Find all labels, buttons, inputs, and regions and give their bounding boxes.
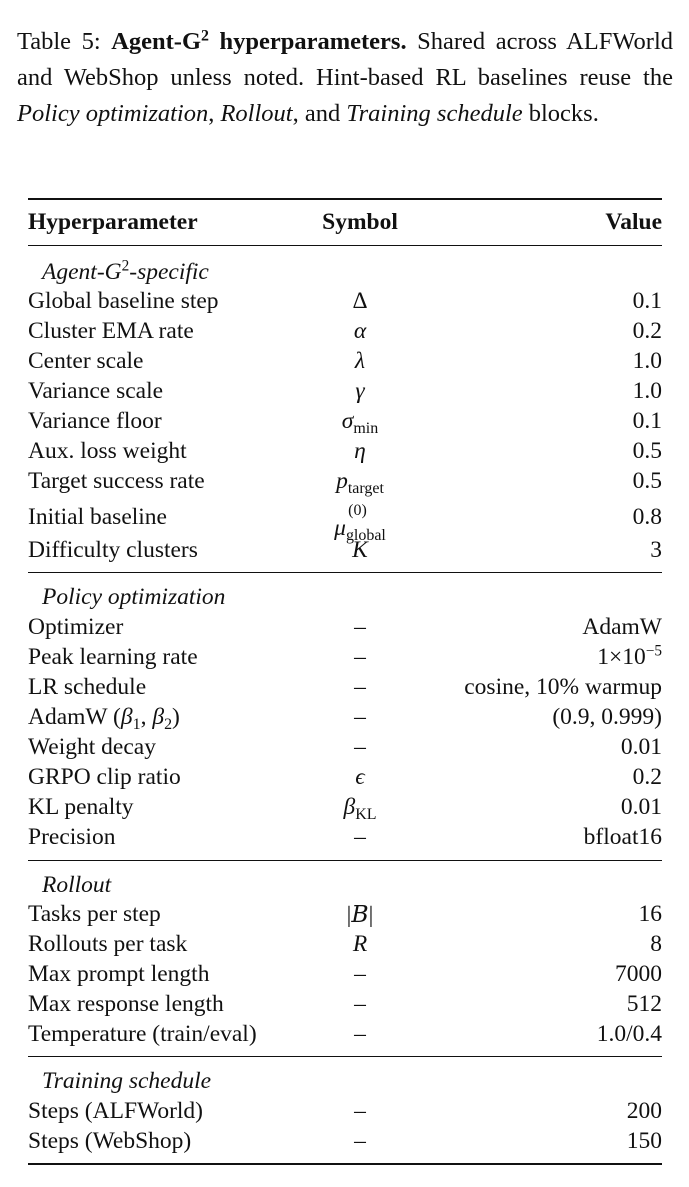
section-title-agent: Agent-$G^2$-specific [42, 257, 209, 285]
symbol-cell: α [353, 318, 367, 344]
symbol-cell: – [354, 1098, 366, 1124]
table-row: Max response length – 512 [28, 991, 662, 1017]
table-row: Difficulty clusters K 3 [28, 537, 662, 563]
symbol-cell: $\beta_{KL}$ [343, 794, 377, 823]
symbol-cell: – [354, 1128, 366, 1154]
symbol-cell: η [354, 438, 366, 464]
symbol-cell: λ [354, 348, 366, 374]
header-rule [28, 245, 662, 246]
symbol-cell: |B| [346, 900, 374, 928]
table-header-row [28, 207, 662, 237]
section-title-rollout: Rollout [42, 872, 112, 898]
symbol-cell: γ [355, 378, 365, 404]
table-row: Weight decay – 0.01 [28, 734, 662, 760]
symbol-cell: μ (0) $_{global}$ [334, 501, 386, 544]
symbol-cell: Δ [352, 288, 368, 314]
table-caption: Table 5: Agent-$G^2$ hyperparameters. Shared across ALFWorld and WebShop unless noted. Hint-based RL baselines reuse the Policy optimization, Rollout, and Training schedule blocks. [17, 27, 674, 127]
header-value: Value [605, 209, 662, 235]
table-row: Max prompt length – 7000 [28, 961, 662, 987]
caption-label: Table 5: [17, 28, 101, 55]
caption-title: Agent-$G^2$ hyperparameters. [111, 27, 407, 55]
table-row: Optimizer – AdamW [28, 614, 662, 640]
table-row: Center scale λ 1.0 [28, 348, 662, 374]
section-rule [28, 860, 662, 861]
table-row: Precision – bfloat16 [28, 824, 662, 850]
table-row: Steps (ALFWorld) – 200 [28, 1098, 662, 1124]
section-rule [28, 1056, 662, 1057]
section-title-schedule: Training schedule [42, 1068, 212, 1094]
bottom-rule [28, 1163, 662, 1165]
symbol-cell: K [352, 537, 368, 563]
top-rule [28, 198, 662, 200]
symbol-cell: – [354, 961, 366, 987]
table-row: Variance scale γ 1.0 [28, 378, 662, 404]
symbol-cell: – [354, 674, 366, 700]
table-row: Variance floor $\sigma_{min}$ 0.1 [28, 408, 662, 437]
section-title-policy: Policy optimization [42, 584, 226, 610]
symbol-cell: ϵ [355, 764, 365, 790]
symbol-cell: – [354, 644, 366, 670]
section-rule [28, 572, 662, 573]
table-row: Peak learning rate – $1\times 10^{-5}$ [28, 642, 662, 670]
table-row: GRPO clip ratio ϵ 0.2 [28, 764, 662, 790]
symbol-cell: – [354, 704, 366, 730]
symbol-cell: – [354, 1021, 366, 1047]
table-row: Cluster EMA rate α 0.2 [28, 318, 662, 344]
header-hyperparameter: Hyperparameter [28, 209, 198, 235]
table-row: KL penalty $\beta_{KL}$ 0.01 [28, 794, 662, 823]
table-row: Steps (WebShop) – 150 [28, 1128, 662, 1154]
table-row: Tasks per step |B| 16 [28, 900, 662, 928]
table-row: Rollouts per task R 8 [28, 931, 662, 957]
table-row: Target success rate $p_{target}$ 0.5 [28, 468, 662, 497]
symbol-cell: – [354, 991, 366, 1017]
symbol-cell: – [354, 614, 366, 640]
table-row: Aux. loss weight η 0.5 [28, 438, 662, 464]
table-row: Temperature (train/eval) – 1.0/0.4 [28, 1021, 662, 1047]
table-row: Global baseline step Δ 0.1 [28, 288, 662, 314]
header-symbol: Symbol [322, 209, 398, 235]
table-row: LR schedule – cosine, 10% warmup [28, 674, 662, 700]
table-row: Initial baseline μ (0) $_{global}$ 0.8 [28, 501, 662, 544]
symbol-cell: $p_{target}$ [336, 468, 384, 497]
symbol-cell: R [352, 931, 368, 957]
symbol-cell: – [354, 824, 366, 850]
symbol-cell: $\sigma_{min}$ [341, 408, 379, 437]
symbol-cell: – [354, 734, 366, 760]
table-row: AdamW ($\beta_1$, $\beta_2$) – (0.9, 0.999) [28, 704, 662, 733]
